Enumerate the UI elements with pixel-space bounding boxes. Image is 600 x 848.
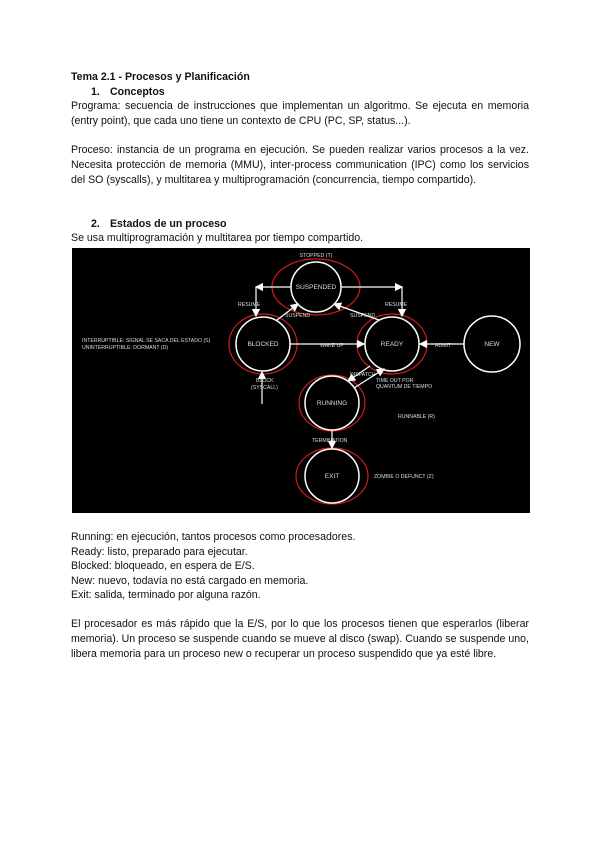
- section-1-title: Conceptos: [109, 86, 165, 98]
- state-diagram-svg: [72, 248, 530, 513]
- label-suspend-right: SUSPEND: [350, 313, 376, 319]
- label-runnable: RUNNABLE (R): [398, 414, 435, 420]
- label-exit: EXIT: [324, 473, 340, 480]
- process-state-diagram: [72, 248, 530, 513]
- label-resume-right: RESUME: [385, 302, 408, 308]
- label-blocked: BLOCKED: [247, 341, 279, 348]
- state-blocked: Blocked: bloqueado, en espera de E/S.: [71, 560, 255, 572]
- label-suspend-left: SUSPEND: [285, 313, 311, 319]
- document-title: Tema 2.1 - Procesos y Planificación: [71, 71, 250, 83]
- label-suspended: SUSPENDED: [295, 284, 337, 291]
- label-wake-up: WAKE UP: [320, 343, 344, 349]
- paragraph-programa: Programa: secuencia de instrucciones que implementan un algoritmo. Se ejecuta en memoria (entry point), que cada uno tiene un contexto de CPU (PC, SP, status...).: [71, 100, 529, 127]
- label-block: BLOCK: [256, 378, 274, 384]
- state-ready: Ready: listo, preparado para ejecutar.: [71, 546, 248, 558]
- label-running: RUNNING: [316, 400, 348, 407]
- paragraph-proceso: Proceso: instancia de un programa en ejecución. Se pueden realizar varios procesos a la vez. Necesita protección de memoria (MMU), inter-process communication (IPC) como los servicios del SO (syscalls), y multitarea y multiprogramación (concurrencia, tiempo compartido).: [71, 144, 529, 186]
- label-timeout-2: QUANTUM DE TIEMPO: [376, 384, 433, 390]
- state-exit: Exit: salida, terminado por alguna razón.: [71, 589, 261, 601]
- label-timeout-1: TIME OUT POR: [376, 378, 414, 384]
- label-interruptible: INTERRUPTIBLE: SIGNAL SE SACA DEL ESTADO (S): [82, 338, 211, 344]
- label-ready: READY: [380, 341, 404, 348]
- state-running: Running: en ejecución, tantos procesos como procesadores.: [71, 531, 356, 543]
- label-stopped: STOPPED (T): [299, 253, 333, 259]
- label-syscall: (SYSCALL): [251, 385, 278, 391]
- label-zombie: ZOMBIE O DEFUNCT (Z): [374, 474, 434, 480]
- label-admit: ADMIT: [435, 343, 452, 349]
- section-2-heading: [91, 217, 227, 232]
- section-1-number: 1.: [91, 86, 100, 98]
- label-dispatch: DISPATCH: [350, 372, 376, 378]
- label-uninterruptible: UNINTERRUPTIBLE: DORMANT (D): [82, 345, 169, 351]
- label-termination: TERMINATION: [312, 438, 348, 444]
- transitions: [256, 287, 464, 448]
- paragraph-final: El procesador es más rápido que la E/S, por lo que los procesos tienen que esperarlos (liberar memoria). Un proceso se suspende cuando se mueve al disco (swap). Cuando se suspende uno, libera memoria para un proceso new o recuperar un proceso suspendido que ya esté libre.: [71, 618, 529, 660]
- section-1-heading: [91, 85, 165, 100]
- state-new: New: nuevo, todavía no está cargado en memoria.: [71, 575, 309, 587]
- section-2-title: Estados de un proceso: [109, 218, 227, 230]
- label-new: NEW: [484, 341, 500, 348]
- label-resume-left: RESUME: [238, 302, 261, 308]
- section-2-number: 2.: [91, 218, 100, 230]
- section-2-intro: Se usa multiprogramación y multitarea por tiempo compartido.: [71, 232, 364, 244]
